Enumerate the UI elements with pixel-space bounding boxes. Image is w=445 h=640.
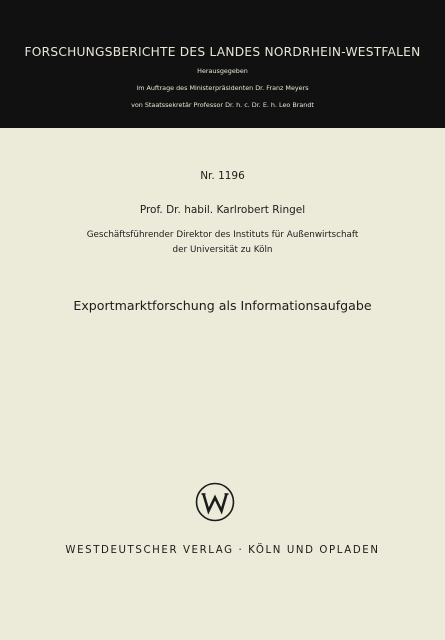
publisher-line: WESTDEUTSCHER VERLAG · KÖLN UND OPLADEN xyxy=(65,545,380,556)
author-affiliation-line-1: Geschäftsführender Direktor des Instituts für Außenwirtschaft xyxy=(86,230,359,240)
volume-number: Nr. 1196 xyxy=(200,170,245,182)
editor-line-2: im Auftrage des Ministerpräsidenten Dr. Franz Meyers xyxy=(136,84,309,92)
author-affiliation-line-2: der Universität zu Köln xyxy=(172,245,273,255)
publisher-w-logo-icon xyxy=(195,482,235,522)
author-name: Prof. Dr. habil. Karlrobert Ringel xyxy=(139,204,306,216)
series-header xyxy=(0,0,445,128)
series-title: FORSCHUNGSBERICHTE DES LANDES NORDRHEIN-WESTFALEN xyxy=(24,45,421,59)
editor-line-3: von Staatssekretär Professor Dr. h. c. Dr. E. h. Leo Brandt xyxy=(131,101,314,109)
book-title: Exportmarktforschung als Informationsaufgabe xyxy=(73,298,372,313)
editor-line-1: Herausgegeben xyxy=(197,67,248,75)
